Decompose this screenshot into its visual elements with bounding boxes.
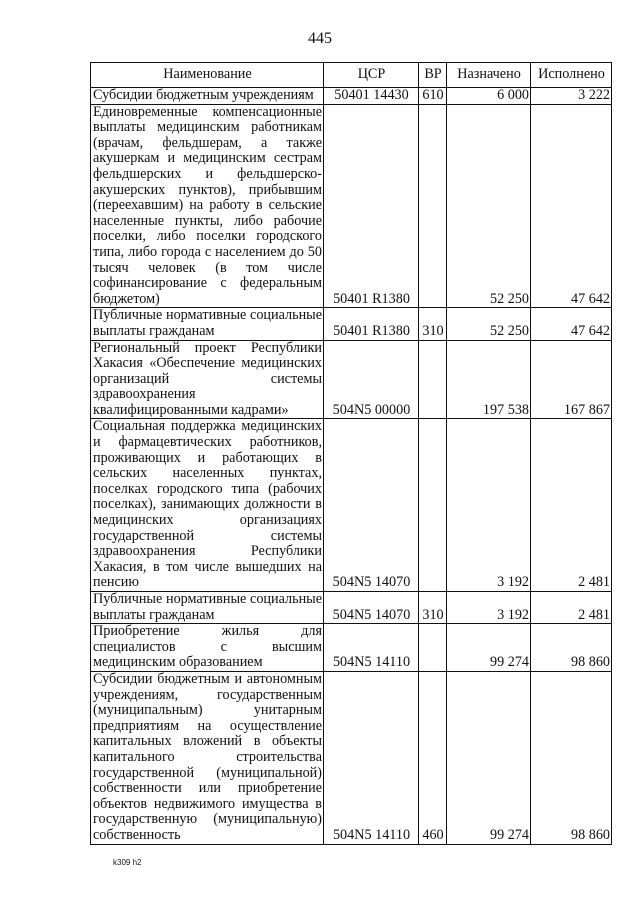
row-executed: 98 860	[531, 671, 612, 844]
row-csr: 504N5 14070	[324, 592, 419, 624]
row-vr	[419, 624, 447, 672]
row-vr: 310	[419, 308, 447, 340]
table-row	[91, 104, 612, 308]
table-header-row	[91, 63, 612, 88]
row-assigned: 99 274	[447, 624, 531, 672]
row-vr: 610	[419, 88, 447, 105]
row-assigned: 6 000	[447, 88, 531, 105]
header-csr: ЦСР	[324, 63, 419, 88]
row-csr: 50401 R1380	[324, 104, 419, 308]
row-assigned: 52 250	[447, 104, 531, 308]
page-number: 445	[308, 30, 332, 47]
budget-table	[90, 62, 612, 845]
row-csr: 504N5 00000	[324, 340, 419, 419]
row-executed: 47 642	[531, 104, 612, 308]
row-executed: 98 860	[531, 624, 612, 672]
row-csr: 504N5 14110	[324, 671, 419, 844]
row-name: Единовременные компенсационные выплаты медицинским работникам (врачам, фельдшерам, а также акушеркам и медицинским сестрам фельдшерских и фельдшерско-акушерских пунктов), прибывшим (переехавшим) на работу в сельские населенные пункты, либо рабочие поселки, либо поселки городского типа, либо города с населением до 50 тысяч человек (в том числе софинансирование с федеральным бюджетом)	[91, 104, 324, 308]
row-name: Публичные нормативные социальные выплаты гражданам	[91, 592, 324, 624]
footer-code: k309 h2	[113, 858, 142, 867]
row-assigned: 3 192	[447, 419, 531, 592]
table-row	[91, 624, 612, 672]
row-vr	[419, 419, 447, 592]
row-executed: 2 481	[531, 592, 612, 624]
row-vr: 310	[419, 592, 447, 624]
table-row	[91, 671, 612, 844]
table-row	[91, 592, 612, 624]
header-vr: ВР	[419, 63, 447, 88]
row-vr: 460	[419, 671, 447, 844]
row-assigned: 197 538	[447, 340, 531, 419]
row-csr: 504N5 14110	[324, 624, 419, 672]
header-executed: Исполнено	[531, 63, 612, 88]
row-executed: 3 222	[531, 88, 612, 105]
table-row	[91, 308, 612, 340]
row-csr: 50401 R1380	[324, 308, 419, 340]
row-executed: 167 867	[531, 340, 612, 419]
row-vr	[419, 104, 447, 308]
row-name: Приобретение жилья для специалистов с высшим медицинским образованием	[91, 624, 324, 672]
row-csr: 504N5 14070	[324, 419, 419, 592]
row-assigned: 52 250	[447, 308, 531, 340]
table-row	[91, 88, 612, 105]
row-assigned: 99 274	[447, 671, 531, 844]
table-row	[91, 419, 612, 592]
row-assigned: 3 192	[447, 592, 531, 624]
table-row	[91, 340, 612, 419]
row-name: Региональный проект Республики Хакасия «Обеспечение медицинских организаций системы здравоохранения квалифицированными кадрами»	[91, 340, 324, 419]
row-name: Субсидии бюджетным учреждениям	[91, 88, 324, 105]
row-csr: 50401 14430	[324, 88, 419, 105]
row-executed: 2 481	[531, 419, 612, 592]
row-vr	[419, 340, 447, 419]
row-name: Публичные нормативные социальные выплаты гражданам	[91, 308, 324, 340]
header-assigned: Назначено	[447, 63, 531, 88]
row-name: Субсидии бюджетным и автономным учреждениям, государственным (муниципальным) унитарным предприятиям на осуществление капитальных вложений в объекты капитального строительства государственной (муниципальной) собственности или приобретение объектов недвижимого имущества в государственную (муниципальную) собственность	[91, 671, 324, 844]
header-name: Наименование	[91, 63, 324, 88]
row-name: Социальная поддержка медицинских и фармацевтических работников, проживающих и работающих в сельских населенных пунктах, поселках городского типа (рабочих поселках), занимающих должности в медицинских организациях государственной системы здравоохранения Республики Хакасия, в том числе вышедших на пенсию	[91, 419, 324, 592]
row-executed: 47 642	[531, 308, 612, 340]
